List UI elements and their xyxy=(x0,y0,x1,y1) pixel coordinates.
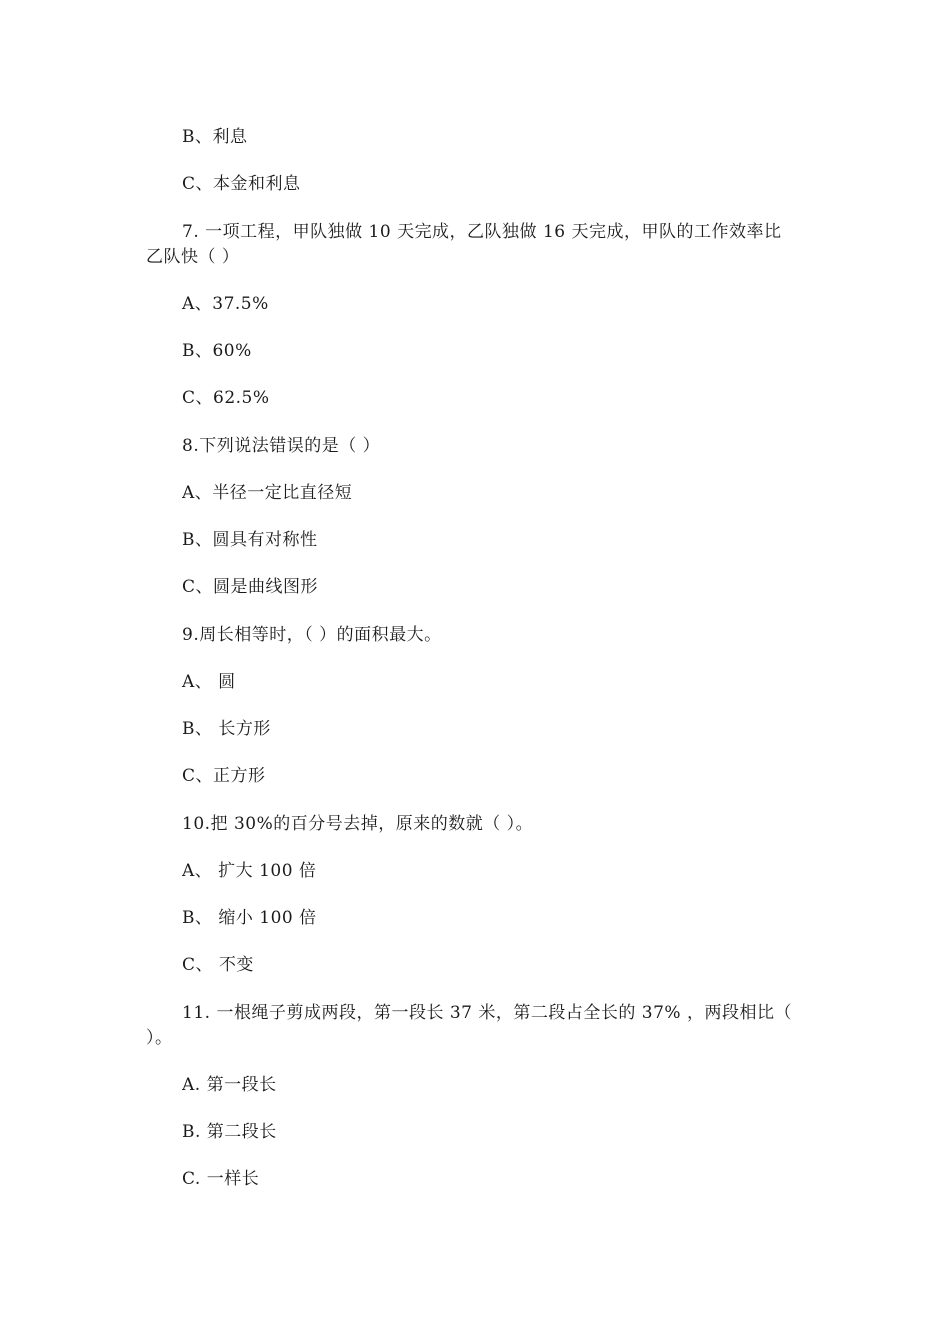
question-7-option-a: A、37.5% xyxy=(182,294,269,314)
option-b-interest: B、利息 xyxy=(182,127,248,147)
question-8: 8.下列说法错误的是（ ） xyxy=(182,436,381,456)
question-10: 10.把 30%的百分号去掉，原来的数就（ ）。 xyxy=(182,814,534,834)
question-9-option-c: C、正方形 xyxy=(182,766,266,786)
question-11-line-2: ）。 xyxy=(146,1028,173,1048)
option-c-principal-and-interest: C、本金和利息 xyxy=(182,174,301,194)
question-10-option-b: B、 缩小 100 倍 xyxy=(182,908,317,928)
question-11-line-1: 11. 一根绳子剪成两段，第一段长 37 米，第二段占全长的 37% ，两段相比（ xyxy=(182,1003,792,1023)
question-9-option-a: A、 圆 xyxy=(182,672,236,692)
question-9: 9.周长相等时，（ ）的面积最大。 xyxy=(182,625,442,645)
question-7-line-2: 乙队快（ ） xyxy=(146,247,240,267)
question-11-option-c: C. 一样长 xyxy=(182,1169,260,1189)
question-11-option-a: A. 第一段长 xyxy=(182,1075,277,1095)
question-11-option-b: B. 第二段长 xyxy=(182,1122,277,1142)
question-7-line-1: 7. 一项工程，甲队独做 10 天完成，乙队独做 16 天完成，甲队的工作效率比 xyxy=(182,222,782,242)
question-8-option-a: A、半径一定比直径短 xyxy=(182,483,353,503)
question-10-option-c: C、 不变 xyxy=(182,955,254,975)
question-9-option-b: B、 长方形 xyxy=(182,719,271,739)
question-8-option-c: C、圆是曲线图形 xyxy=(182,577,319,597)
question-10-option-a: A、 扩大 100 倍 xyxy=(182,861,317,881)
question-8-option-b: B、圆具有对称性 xyxy=(182,530,318,550)
question-7-option-c: C、62.5% xyxy=(182,388,270,408)
question-7-option-b: B、60% xyxy=(182,341,252,361)
